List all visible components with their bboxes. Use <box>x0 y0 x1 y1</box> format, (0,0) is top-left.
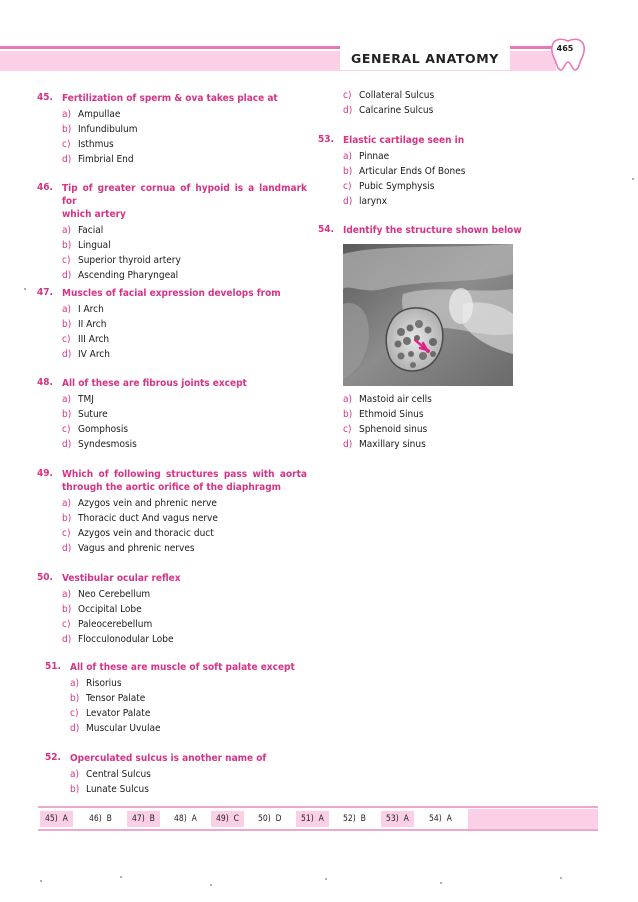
scan-speck <box>560 877 562 879</box>
option-text: Sphenoid sinus <box>359 424 428 435</box>
answer-48: 48) A <box>174 814 197 824</box>
answer-45: 45) A <box>40 811 73 827</box>
question-number: 53. <box>318 134 334 145</box>
option-text: Ethmoid Sinus <box>359 409 424 420</box>
option-letter: a) <box>62 109 72 120</box>
options-list <box>45 676 315 736</box>
question-52 <box>45 752 315 797</box>
option-b <box>37 122 307 137</box>
option-text: Thoracic duct And vagus nerve <box>78 513 218 524</box>
option-text: Vagus and phrenic nerves <box>78 543 195 554</box>
option-b <box>37 602 307 617</box>
option-letter: b) <box>70 784 80 795</box>
option-text: IV Arch <box>78 349 110 360</box>
option-d <box>37 632 307 647</box>
option-letter: a) <box>70 769 80 780</box>
option-letter: b) <box>343 409 353 420</box>
option-letter: a) <box>62 498 72 509</box>
option-letter: c) <box>343 90 352 101</box>
option-text: Ampullae <box>78 109 121 120</box>
question-text: Identify the structure shown below <box>343 225 522 236</box>
question-number: 45. <box>37 92 53 103</box>
option-b <box>37 511 307 526</box>
option-c <box>37 526 307 541</box>
option-a <box>37 587 307 602</box>
option-text: Occipital Lobe <box>78 604 142 615</box>
question-text: Tip of greater cornua of hypoid is a landmark for <box>62 183 307 207</box>
option-letter: c) <box>62 139 71 150</box>
option-c <box>45 706 315 721</box>
option-letter: d) <box>62 439 72 450</box>
options-list <box>318 149 588 209</box>
option-letter: b) <box>343 166 353 177</box>
option-letter: c) <box>343 424 352 435</box>
option-text: Mastoid air cells <box>359 394 432 405</box>
option-c <box>37 332 307 347</box>
question-number: 49. <box>37 468 53 479</box>
option-text: Infundibulum <box>78 124 138 135</box>
option-letter: d) <box>70 723 80 734</box>
option-text: Muscular Uvulae <box>86 723 161 734</box>
answer-bar-fill <box>468 809 598 829</box>
option-letter: b) <box>62 240 72 251</box>
option-text: I Arch <box>78 304 104 315</box>
options-list <box>37 107 307 167</box>
option-text: Levator Palate <box>86 708 151 719</box>
option-d <box>37 268 307 283</box>
tooth-icon <box>548 36 588 72</box>
option-letter: a) <box>62 304 72 315</box>
answer-54: 54) A <box>429 814 452 824</box>
question-text: Elastic cartilage seen in <box>343 135 465 146</box>
option-letter: d) <box>343 105 353 116</box>
answer-bar-bottom-rule <box>38 829 598 831</box>
option-a <box>37 392 307 407</box>
option-letter: a) <box>62 589 72 600</box>
option-b <box>45 691 315 706</box>
option-a <box>45 767 315 782</box>
option-letter: a) <box>70 678 80 689</box>
answer-51: 51) A <box>296 811 329 827</box>
answer-53: 53) A <box>381 811 414 827</box>
option-text: Gomphosis <box>78 424 129 435</box>
option-letter: d) <box>343 196 353 207</box>
scan-speck <box>40 880 42 882</box>
option-letter: a) <box>62 394 72 405</box>
options-list <box>45 767 315 797</box>
option-text: Superior thyroid artery <box>78 255 181 266</box>
question-text: Vestibular ocular reflex <box>62 573 181 584</box>
answer-bar-top-rule <box>38 806 598 808</box>
question-45 <box>37 92 307 167</box>
options-list <box>37 587 307 647</box>
option-letter: d) <box>62 270 72 281</box>
option-text: Pinnae <box>359 151 390 162</box>
option-text: Azygos vein and thoracic duct <box>78 528 214 539</box>
option-d <box>37 541 307 556</box>
option-text: II Arch <box>78 319 107 330</box>
option-d <box>318 437 432 452</box>
option-text: Risorius <box>86 678 122 689</box>
question-54 <box>318 224 588 237</box>
option-text: Central Sulcus <box>86 769 151 780</box>
skull-xray-image <box>343 244 513 386</box>
option-text: Paleocerebellum <box>78 619 153 630</box>
question-text: Which of following structures pass with aorta <box>62 469 307 480</box>
question-46 <box>37 182 307 283</box>
options-list <box>37 496 307 556</box>
answer-47: 47) B <box>127 811 160 827</box>
question-text: Fertilization of sperm & ova takes place at <box>62 93 278 104</box>
question-number: 50. <box>37 572 53 583</box>
question-text: Operculated sulcus is another name of <box>70 753 267 764</box>
option-letter: b) <box>62 409 72 420</box>
question-text: All of these are fibrous joints except <box>62 378 247 389</box>
option-letter: a) <box>62 225 72 236</box>
answer-50: 50) D <box>258 814 282 824</box>
option-c <box>37 253 307 268</box>
option-a <box>37 107 307 122</box>
option-letter: d) <box>343 439 353 450</box>
scan-speck <box>325 878 327 880</box>
option-letter: a) <box>343 151 353 162</box>
option-b <box>37 238 307 253</box>
question-number: 51. <box>45 661 61 672</box>
option-letter: d) <box>62 154 72 165</box>
option-text: Syndesmosis <box>78 439 137 450</box>
option-text: Collateral Sulcus <box>359 90 435 101</box>
option-text: III Arch <box>78 334 110 345</box>
option-d <box>37 347 307 362</box>
option-b <box>37 317 307 332</box>
answer-49: 49) C <box>211 811 244 827</box>
option-text: Lingual <box>78 240 111 251</box>
option-text: Ascending Pharyngeal <box>78 270 179 281</box>
option-text: Maxillary sinus <box>359 439 426 450</box>
question-number: 54. <box>318 224 334 235</box>
option-a <box>45 676 315 691</box>
option-c <box>37 137 307 152</box>
question-54-options <box>318 390 432 452</box>
option-letter: c) <box>62 255 71 266</box>
option-text: Lunate Sulcus <box>86 784 149 795</box>
question-text: All of these are muscle of soft palate except <box>70 662 295 673</box>
question-text-cont: through the aortic orifice of the diaphragm <box>62 482 282 493</box>
section-title: GENERAL ANATOMY <box>340 46 510 70</box>
option-text: TMJ <box>78 394 94 405</box>
option-letter: c) <box>62 424 71 435</box>
option-text: Pubic Symphysis <box>359 181 435 192</box>
answer-46: 46) B <box>89 814 112 824</box>
option-c <box>318 88 434 103</box>
option-a <box>318 149 588 164</box>
question-text-cont: which artery <box>62 209 126 220</box>
option-text: Azygos vein and phrenic nerve <box>78 498 217 509</box>
option-c <box>318 179 588 194</box>
options-list <box>37 302 307 362</box>
question-53 <box>318 134 588 209</box>
option-text: Facial <box>78 225 104 236</box>
option-letter: b) <box>62 513 72 524</box>
option-c <box>37 422 307 437</box>
option-text: Tensor Palate <box>86 693 146 704</box>
question-52-continued <box>318 86 434 118</box>
options-list <box>318 88 434 118</box>
scan-speck <box>24 288 26 290</box>
option-letter: c) <box>343 181 352 192</box>
option-c <box>318 422 432 437</box>
option-text: Suture <box>78 409 108 420</box>
option-text: Isthmus <box>78 139 114 150</box>
option-letter: b) <box>70 693 80 704</box>
question-47 <box>37 287 307 362</box>
option-text: Articular Ends Of Bones <box>359 166 466 177</box>
question-number: 48. <box>37 377 53 388</box>
option-letter: c) <box>62 528 71 539</box>
option-letter: a) <box>343 394 353 405</box>
scan-speck <box>632 178 634 180</box>
answer-52: 52) B <box>343 814 366 824</box>
option-b <box>318 407 432 422</box>
question-number: 52. <box>45 752 61 763</box>
option-b <box>318 164 588 179</box>
options-list <box>37 392 307 452</box>
options-list <box>318 392 432 452</box>
question-number: 46. <box>37 182 53 193</box>
option-text: Flocculonodular Lobe <box>78 634 174 645</box>
option-b <box>45 782 315 797</box>
scan-speck <box>210 884 212 886</box>
option-d <box>45 721 315 736</box>
option-a <box>318 392 432 407</box>
option-text: Neo Cerebellum <box>78 589 151 600</box>
option-letter: b) <box>62 124 72 135</box>
option-letter: b) <box>62 319 72 330</box>
option-d <box>318 103 434 118</box>
option-letter: c) <box>62 334 71 345</box>
option-c <box>37 617 307 632</box>
option-letter: c) <box>62 619 71 630</box>
option-letter: c) <box>70 708 79 719</box>
option-text: Fimbrial End <box>78 154 134 165</box>
options-list <box>37 223 307 283</box>
question-49 <box>37 468 307 556</box>
option-letter: d) <box>62 634 72 645</box>
option-a <box>37 223 307 238</box>
page-number: 465 <box>556 44 574 53</box>
option-a <box>37 496 307 511</box>
option-a <box>37 302 307 317</box>
question-51 <box>45 661 315 736</box>
option-d <box>318 194 588 209</box>
option-text: Calcarine Sulcus <box>359 105 434 116</box>
option-letter: d) <box>62 543 72 554</box>
question-number: 47. <box>37 287 53 298</box>
question-text: Muscles of facial expression develops from <box>62 288 281 299</box>
scan-speck <box>120 876 122 878</box>
option-d <box>37 437 307 452</box>
question-50 <box>37 572 307 647</box>
option-letter: d) <box>62 349 72 360</box>
option-d <box>37 152 307 167</box>
question-48 <box>37 377 307 452</box>
option-letter: b) <box>62 604 72 615</box>
option-text: larynx <box>359 196 388 207</box>
scan-speck <box>440 882 442 884</box>
option-b <box>37 407 307 422</box>
